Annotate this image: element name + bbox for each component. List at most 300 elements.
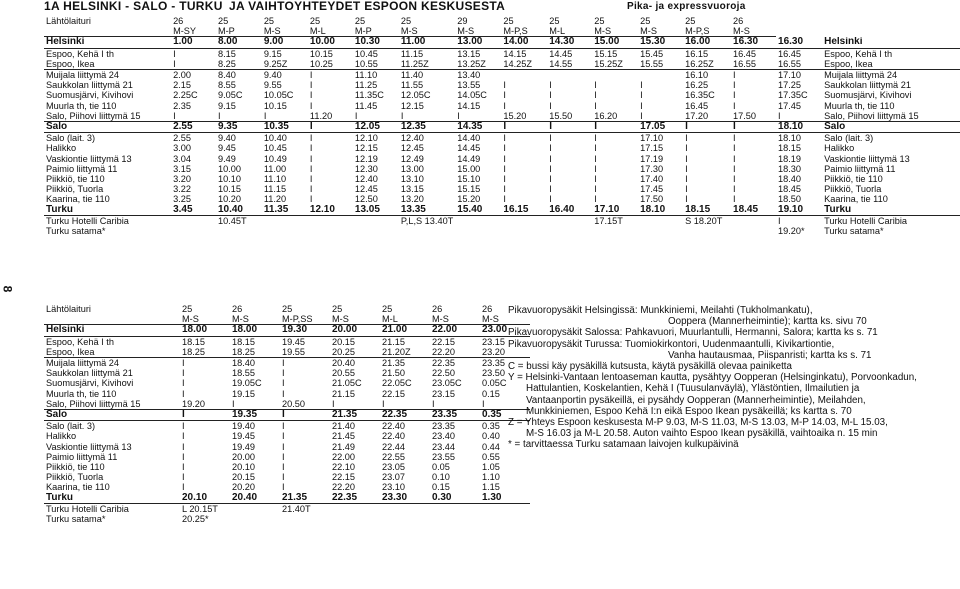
departure-time: 0.05 — [432, 462, 450, 473]
departure-time — [330, 514, 380, 524]
departure-time: 0.40 — [482, 431, 500, 442]
departure-time: I — [503, 163, 506, 174]
departure-time — [638, 70, 683, 81]
departure-time: 0.10 — [432, 472, 450, 483]
departure-time: 14.45 — [549, 48, 573, 59]
departure-time: 10.40 — [263, 133, 287, 144]
departure-time: 18.55 — [232, 368, 255, 379]
departure-time: 14.15 — [457, 100, 481, 111]
departure-time: I — [549, 163, 552, 174]
stop-name: Halikko — [46, 143, 77, 154]
departure-time — [262, 215, 308, 226]
departure-time: 9.25Z — [262, 59, 308, 70]
timetable-row — [44, 347, 530, 358]
departure-time: 2.55 — [173, 133, 191, 144]
departure-time: 8.00 — [216, 37, 262, 48]
departure-time: 18.15 — [232, 336, 255, 347]
departure-time — [171, 226, 216, 236]
timetable-row — [44, 59, 960, 70]
departure-time: I — [182, 441, 185, 452]
departure-time: 10.40 — [216, 205, 262, 216]
departure-time: 23.10 — [382, 482, 405, 493]
departure-time — [308, 215, 353, 226]
departure-time: 20.15 — [332, 336, 355, 347]
departure-time: 9.45 — [217, 143, 236, 154]
departure-time: 19.45 — [282, 336, 305, 347]
departure-time: 12.15 — [354, 143, 378, 154]
departure-time: 14.30 — [547, 37, 592, 48]
days-label-cell — [44, 314, 180, 325]
departure-time: 23.00 — [480, 325, 530, 336]
departure-time: I — [733, 70, 736, 81]
departure-time: I — [182, 378, 185, 389]
departure-time: 10.30 — [353, 37, 399, 48]
timetable-row — [44, 101, 960, 111]
departure-time: 9.49 — [217, 153, 236, 164]
departure-time: 17.25 — [778, 80, 802, 91]
departure-time — [399, 226, 455, 236]
departure-time: 11.35C — [354, 90, 384, 101]
departure-time: I — [182, 368, 185, 379]
departure-time: 20.10 — [180, 493, 230, 504]
departure-time: 16.00 — [683, 37, 731, 48]
departure-time: I — [309, 143, 313, 154]
platform-cell: 25 — [354, 16, 366, 26]
departure-time: 10.49 — [263, 153, 287, 164]
departure-time: 15.50 — [547, 111, 592, 122]
departure-time: 9.40 — [217, 133, 236, 144]
departure-time: I — [309, 90, 313, 101]
stop-name: Saukkolan liittymä 21 — [46, 80, 133, 91]
stop-name: Suomusjärvi, Kivihovi — [46, 90, 134, 101]
stop-name: Muijala liittymä 24 — [46, 70, 120, 81]
departure-time: 20.20 — [232, 482, 255, 493]
departure-time: I — [685, 184, 688, 195]
departure-time: 13.15 — [457, 48, 481, 59]
note-line: * = tarvittaessa Turku satamaan laivojen kulkupäivinä — [508, 439, 739, 451]
note-line: Pikavuoropysäkit Turussa: Tuomiokirkontori, Uudenmaantulli, Kivikartiontie, — [508, 338, 835, 350]
departure-time: 17.40 — [640, 174, 664, 185]
departure-time: 11.20 — [308, 111, 353, 122]
departure-time: I — [733, 133, 736, 144]
departure-time: 9.00 — [262, 37, 308, 48]
stop-name: Espoo, Kehä I th — [46, 336, 114, 347]
departure-time: 15.45 — [640, 48, 664, 59]
departure-time: 18.30 — [778, 163, 802, 174]
departure-time: 10.35 — [262, 122, 308, 133]
departure-time: 0.35 — [480, 410, 530, 421]
departure-time: I — [308, 122, 353, 133]
timetable-row — [44, 80, 960, 90]
stop-name: Turku — [44, 205, 171, 216]
departure-time: 22.35 — [330, 493, 380, 504]
departure-time: 15.10 — [457, 174, 481, 185]
departure-time: 0.15 — [482, 388, 500, 399]
platform-cell: 26 — [733, 16, 744, 26]
departure-time: 20.50 — [280, 399, 330, 410]
departure-time — [592, 70, 638, 81]
stop-name: Turku satama* — [46, 514, 106, 525]
departure-time: 11.15 — [263, 184, 287, 195]
days-cell: M-P,S — [683, 26, 731, 37]
departure-time: 21.49 — [332, 441, 355, 452]
departure-time: 17.10 — [778, 70, 802, 81]
stop-name-right: Piikkiö, tie 110 — [824, 174, 883, 185]
departure-time: I — [501, 122, 547, 133]
departure-time: 8.55 — [217, 80, 236, 91]
departure-time: I — [282, 482, 285, 493]
departure-time: 18.25 — [180, 347, 230, 358]
departure-time — [308, 226, 353, 236]
stop-name: Piikkiö, tie 110 — [46, 462, 105, 473]
departure-time: 12.05 — [353, 122, 399, 133]
days-cell: M-P — [353, 26, 399, 37]
departure-time: I — [594, 163, 597, 174]
timetable-row — [44, 482, 530, 492]
departure-time: 12.40 — [400, 133, 424, 144]
departure-time: I — [685, 163, 688, 174]
timetable-row — [44, 503, 530, 514]
platform-row — [44, 16, 960, 26]
days-cell: M-P,SS — [280, 314, 330, 325]
departure-time: I — [230, 399, 280, 410]
departure-time: I — [685, 133, 688, 144]
departure-time: 23.40 — [432, 431, 455, 442]
departure-time: 1.30 — [480, 493, 530, 504]
departure-time: 0.15 — [432, 482, 450, 493]
departure-time: 20.00 — [232, 451, 255, 462]
timetable-row — [44, 389, 530, 399]
departure-time: 23.15 — [482, 336, 505, 347]
departure-time: I — [309, 80, 313, 91]
departure-time: I — [503, 174, 506, 185]
stop-name-right: Muurla th, tie 110 — [824, 100, 895, 111]
departure-time: 22.20 — [430, 347, 480, 358]
departure-time: I — [216, 111, 262, 122]
departure-time: I — [685, 143, 688, 154]
departure-time: I — [549, 90, 552, 101]
departure-time: 8.25 — [216, 59, 262, 70]
platform-cell: 25 — [309, 16, 321, 26]
departure-time: 10.00 — [217, 163, 241, 174]
departure-time: 22.35 — [380, 410, 430, 421]
departure-time: I — [353, 111, 399, 122]
departure-time: 21.45 — [332, 431, 355, 442]
days-cell: M-L — [308, 26, 353, 37]
departure-time: 18.10 — [776, 122, 822, 133]
days-cell: M-P,S — [501, 26, 547, 37]
departure-time: I — [547, 122, 592, 133]
departure-time: 12.10 — [308, 205, 353, 216]
departure-time: I — [455, 111, 501, 122]
departure-time: 18.50 — [778, 194, 802, 205]
departure-time: I — [733, 163, 736, 174]
stop-name: Halikko — [46, 431, 77, 442]
departure-time — [547, 226, 592, 236]
departure-time: 23.50 — [482, 368, 505, 379]
departure-time: I — [182, 421, 185, 432]
departure-time: I — [549, 153, 552, 164]
departure-time: 9.55 — [263, 80, 282, 91]
operating-days-row — [44, 26, 960, 37]
note-line: C = bussi käy pysäkillä kutsusta, käytä pysäkillä olevaa painiketta — [508, 361, 792, 373]
departure-time: 10.15 — [263, 100, 287, 111]
departure-time: 10.55 — [353, 59, 399, 70]
departure-time: I — [685, 194, 688, 205]
departure-time: I — [309, 100, 313, 111]
departure-time: 12.49 — [400, 153, 424, 164]
departure-time: 11.25Z — [399, 59, 455, 70]
departure-time: I — [503, 133, 506, 144]
departure-time — [731, 226, 776, 236]
departure-time: I — [399, 111, 455, 122]
departure-time: 19.40 — [232, 421, 255, 432]
departure-time: 8.15 — [217, 48, 236, 59]
departure-time: 2.35 — [173, 100, 191, 111]
platform-cell: 25 — [549, 16, 560, 26]
stop-name-right: Paimio liittymä 11 — [824, 163, 896, 174]
departure-time: 16.55 — [776, 59, 822, 70]
departure-time: 23.35 — [432, 421, 455, 432]
note-line: Oopperа (Mannerheimintie); kartta ks. sivu 70 — [668, 316, 867, 328]
departure-time: I — [309, 153, 313, 164]
departure-time: 17.50 — [640, 194, 664, 205]
platform-cell: 25 — [282, 304, 293, 314]
departure-time: 1.00 — [171, 37, 216, 48]
timetable-row — [44, 143, 960, 153]
platform-cell: 25 — [217, 16, 229, 26]
departure-time: I — [309, 174, 313, 185]
departure-time: 0.05C — [482, 378, 507, 389]
departure-time: I — [171, 111, 216, 122]
departure-time: 21.05C — [332, 378, 362, 389]
stop-name: Muurla th, tie 110 — [46, 100, 117, 111]
departure-time — [480, 503, 530, 514]
departure-time: 1.10 — [482, 472, 500, 483]
timetable-row — [44, 226, 960, 236]
departure-time: I — [503, 90, 506, 101]
departure-time: 20.25 — [330, 347, 380, 358]
platform-cell: 25 — [640, 16, 651, 26]
departure-time: 11.40 — [400, 70, 424, 81]
departure-time: 12.30 — [354, 163, 378, 174]
stop-name: Espoo, Ikea — [44, 59, 171, 70]
departure-time: 2.15 — [173, 80, 191, 91]
departure-time: I — [182, 451, 185, 462]
departure-time: 22.40 — [382, 421, 405, 432]
departure-time: 3.00 — [173, 143, 191, 154]
departure-time: I — [733, 174, 736, 185]
departure-time: 16.55 — [731, 59, 776, 70]
departure-time: 14.00 — [501, 37, 547, 48]
days-label-cell — [44, 26, 171, 37]
departure-time: 1.15 — [482, 482, 500, 493]
departure-time: I — [282, 421, 285, 432]
departure-time: 12.15 — [400, 100, 424, 111]
days-cell: M-L — [547, 26, 592, 37]
departure-platform-label: Lähtölaituri — [46, 16, 91, 26]
departure-time: I — [594, 80, 597, 91]
departure-time: I — [640, 100, 643, 111]
departure-time: 18.45 — [778, 184, 802, 195]
departure-time — [262, 226, 308, 236]
departure-time: 12.19 — [354, 153, 378, 164]
timetable-row — [44, 493, 530, 504]
departure-time: I — [503, 143, 506, 154]
departure-time: 11.10 — [263, 174, 287, 185]
page-header — [44, 0, 944, 14]
departure-time — [683, 226, 731, 236]
stop-name: Salo (lait. 3) — [46, 421, 96, 432]
departure-time: 22.40 — [382, 431, 405, 442]
departure-time: I — [733, 143, 736, 154]
departure-time — [501, 215, 547, 226]
departure-time: 21.50 — [382, 368, 405, 379]
platform-cell: 26 — [232, 304, 243, 314]
timetable-row — [44, 164, 960, 174]
departure-time — [430, 514, 480, 524]
timetable-row — [44, 410, 530, 421]
departure-time — [280, 514, 330, 524]
timetable-row — [44, 431, 530, 441]
departure-time: I — [733, 184, 736, 195]
departure-time: 14.25Z — [501, 59, 547, 70]
departure-time — [638, 215, 683, 226]
departure-time: 23.15 — [432, 388, 455, 399]
departure-time: 19.45 — [232, 431, 255, 442]
timetable-row — [44, 462, 530, 472]
departure-time: I — [549, 133, 552, 144]
timetable-row — [44, 174, 960, 184]
departure-time: 9.15 — [263, 48, 282, 59]
service-type: Pika- ja expressvuoroja — [627, 1, 746, 12]
platform-cell: 25 — [332, 304, 343, 314]
departure-time: 16.30 — [776, 37, 822, 48]
departure-time: 11.25 — [354, 80, 378, 91]
departure-time: I — [330, 399, 380, 410]
departure-time: 11.15 — [400, 48, 424, 59]
departure-time: 11.20 — [263, 194, 287, 205]
departure-time — [501, 70, 547, 81]
departure-time: 17.30 — [640, 163, 664, 174]
departure-time: S 18.20T — [685, 215, 723, 226]
days-cell: M-S — [592, 26, 638, 37]
stop-name: Vaskiontie liittymä 13 — [46, 153, 132, 164]
stop-name: Paimio liittymä 11 — [46, 163, 118, 174]
departure-time: 9.35 — [216, 122, 262, 133]
departure-time: I — [503, 80, 506, 91]
departure-time: 22.15 — [332, 472, 355, 483]
stop-name: Muijala liittymä 24 — [46, 358, 120, 369]
departure-time: I — [733, 194, 736, 205]
departure-time: I — [733, 90, 736, 101]
departure-time: 16.25Z — [683, 59, 731, 70]
platform-cell: 25 — [503, 16, 514, 26]
departure-time: I — [733, 80, 736, 91]
departure-time: 17.15 — [640, 143, 664, 154]
departure-time: 16.45 — [778, 48, 802, 59]
departure-time: 19.20* — [778, 226, 805, 237]
departure-time: I — [638, 111, 683, 122]
departure-time: I — [309, 163, 313, 174]
departure-time — [353, 226, 399, 236]
departure-time: I — [594, 194, 597, 205]
departure-time: 20.10 — [232, 462, 255, 473]
departure-time — [547, 215, 592, 226]
departure-time: 16.35C — [685, 90, 715, 101]
departure-time: 17.10 — [592, 205, 638, 216]
departure-time — [330, 503, 380, 514]
days-cell: M-P — [216, 26, 262, 37]
departure-time: 19.20 — [180, 399, 230, 410]
departure-time: 18.10 — [778, 133, 802, 144]
departure-time: I — [594, 100, 597, 111]
departure-time: I — [309, 194, 313, 205]
departure-time: 13.10 — [400, 174, 424, 185]
departure-time: 22.05C — [382, 378, 412, 389]
stop-name: Espoo, Ikea — [44, 347, 180, 358]
departure-time: 13.40 — [457, 70, 481, 81]
platform-cell: 25 — [594, 16, 605, 26]
departure-time: 3.25 — [173, 194, 191, 205]
departure-time: 21.15 — [332, 388, 355, 399]
departure-time: I — [282, 451, 285, 462]
departure-time: I — [282, 378, 285, 389]
departure-time: 16.15 — [685, 48, 709, 59]
departure-time: 21.15 — [382, 336, 405, 347]
departure-time: 15.55 — [638, 59, 683, 70]
departure-time: 22.50 — [432, 368, 455, 379]
departure-time: 2.25C — [173, 90, 198, 101]
timetable-row — [44, 205, 960, 216]
note-line: M-S 16.03 ja M-L 20.58. Auton vaihto Espoo Ikean pysäkillä, vaihtoaika n. 15 min — [526, 428, 878, 440]
departure-time: 21.40 — [332, 421, 355, 432]
departure-time: I — [430, 399, 480, 410]
departure-time: 22.35 — [432, 358, 455, 369]
departure-time: I — [282, 472, 285, 483]
departure-time: 2.00 — [173, 70, 191, 81]
departure-time: 22.10 — [332, 462, 355, 473]
departure-time — [731, 215, 776, 226]
stop-name-right: Turku satama* — [824, 226, 884, 237]
departure-time: 20.15 — [232, 472, 255, 483]
timetable-row — [44, 452, 530, 462]
departure-time: 23.05C — [432, 378, 462, 389]
timetable-row — [44, 472, 530, 482]
departure-time: I — [182, 482, 185, 493]
departure-time: I — [282, 441, 285, 452]
departure-time: 1.05 — [482, 462, 500, 473]
departure-time: 0.55 — [482, 451, 500, 462]
departure-time: 20.00 — [330, 325, 380, 336]
departure-time: 19.10 — [776, 205, 822, 216]
departure-time: 10.00 — [308, 37, 353, 48]
departure-time: 18.45 — [731, 205, 776, 216]
departure-time: 16.10 — [685, 70, 709, 81]
departure-time: 23.20 — [480, 347, 530, 358]
stop-name: Kaarina, tie 110 — [46, 482, 110, 493]
departure-time: I — [594, 184, 597, 195]
timetable-evening — [44, 304, 530, 524]
departure-time: I — [549, 143, 552, 154]
departure-time: 22.44 — [382, 441, 405, 452]
departure-time: 10.45 — [354, 48, 378, 59]
departure-time: 17.35C — [778, 90, 808, 101]
stop-name-right: Piikkiö, Tuorla — [824, 184, 882, 195]
departure-time: I — [731, 122, 776, 133]
departure-time: I — [549, 194, 552, 205]
departure-time: 17.10 — [640, 133, 664, 144]
